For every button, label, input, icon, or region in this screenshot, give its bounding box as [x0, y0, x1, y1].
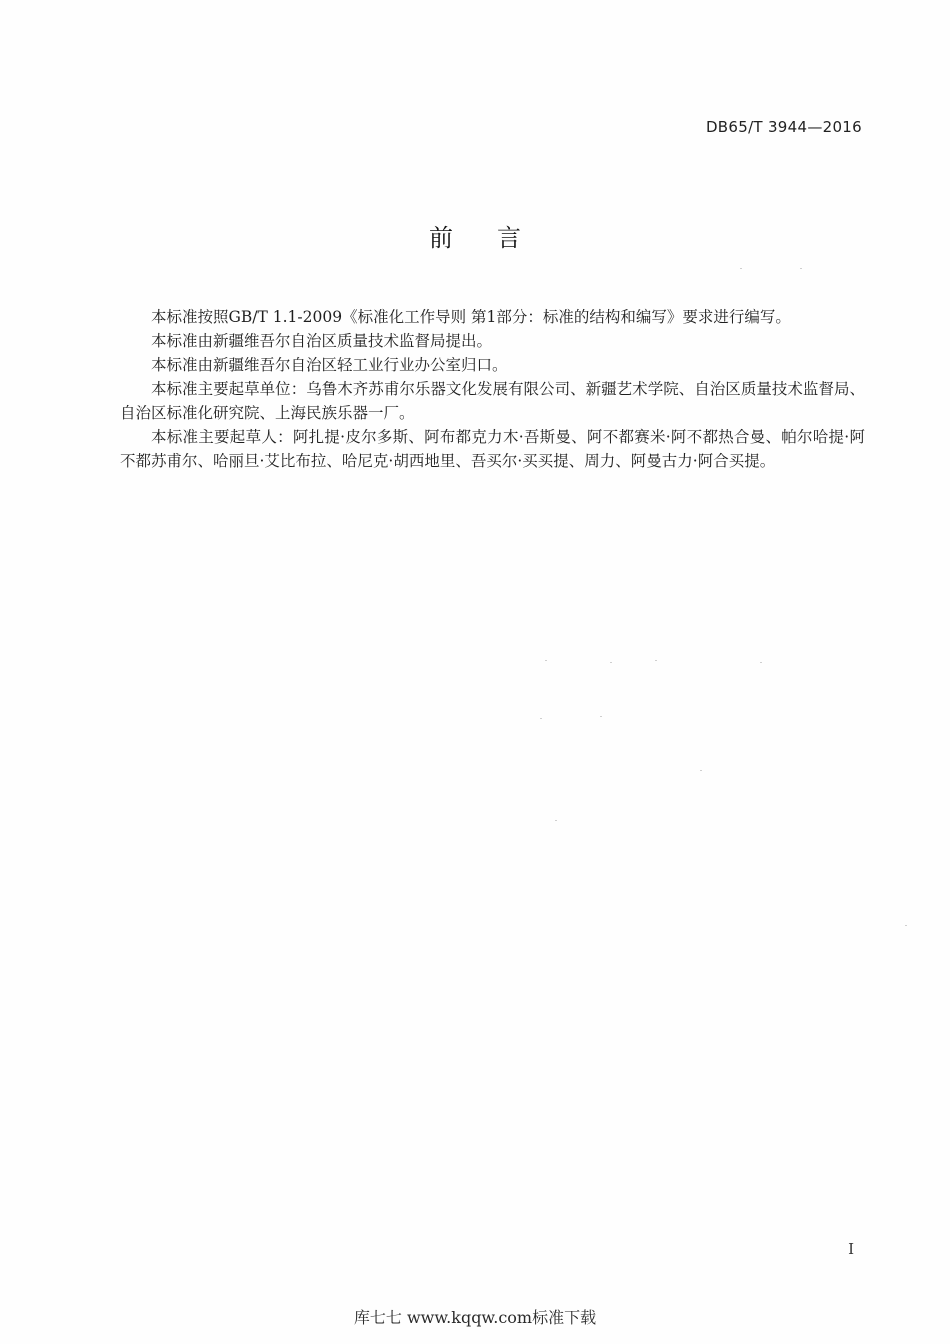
scan-speck: [760, 662, 762, 663]
scan-speck: [905, 925, 907, 926]
foreword-body: [120, 305, 865, 473]
paragraph-drafting-units: 本标准主要起草单位：乌鲁木齐苏甫尔乐器文化发展有限公司、新疆艺术学院、自治区质量技术监督局、自治区标准化研究院、上海民族乐器一厂。: [120, 380, 865, 422]
document-code: DB65/T 3944—2016: [705, 118, 862, 136]
paragraph-drafting-rules: 本标准按照GB/T 1.1-2009《标准化工作导则 第1部分：标准的结构和编写》要求进行编写。: [151, 308, 791, 326]
scan-speck: [540, 718, 542, 719]
paragraph-proposer: 本标准由新疆维吾尔自治区质量技术监督局提出。: [151, 332, 493, 350]
download-watermark: 库七七 www.kqqw.com标准下载: [353, 1308, 597, 1327]
scan-speck: [800, 268, 802, 269]
paragraph-drafters: 本标准主要起草人：阿扎提·皮尔多斯、阿布都克力木·吾斯曼、阿不都赛米·阿不都热合曼、帕尔哈提·阿不都苏甫尔、哈丽旦·艾比布拉、哈尼克·胡西地里、吾买尔·买买提、周力、阿曼古力·阿合买提。: [120, 428, 865, 470]
scan-speck: [700, 770, 702, 771]
paragraph-administrator: 本标准由新疆维吾尔自治区轻工业行业办公室归口。: [151, 356, 508, 374]
scan-speck: [600, 716, 602, 717]
scan-speck: [555, 820, 557, 821]
scan-speck: [740, 268, 742, 269]
scan-speck: [610, 662, 612, 663]
page-title: 前言: [429, 224, 565, 252]
scan-speck: [545, 660, 547, 661]
scan-speck: [655, 660, 657, 661]
page-number: I: [848, 1240, 854, 1258]
